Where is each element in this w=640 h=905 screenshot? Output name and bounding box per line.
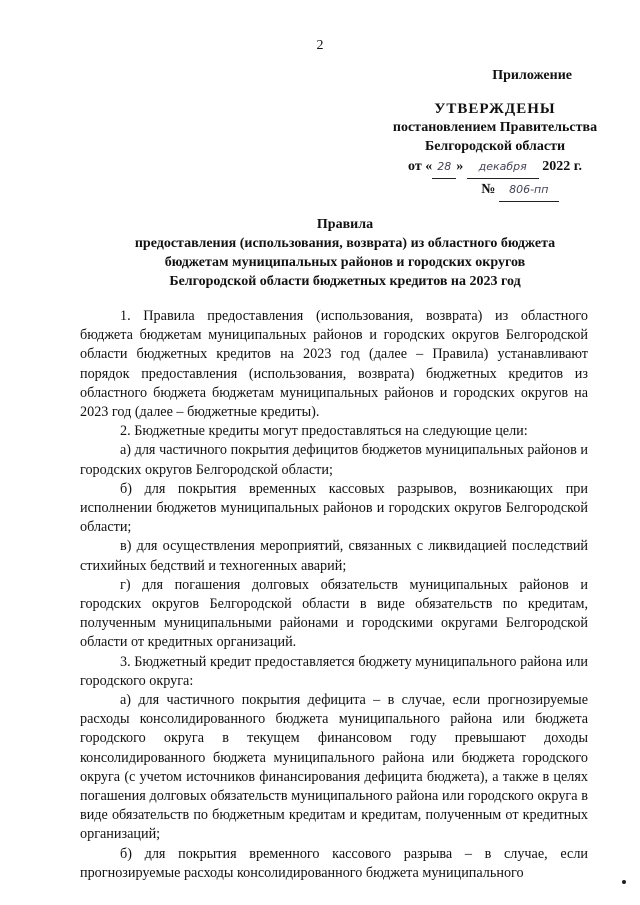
approved-by-line1: постановлением Правительства bbox=[392, 120, 598, 135]
paragraph-3b: б) для покрытия временного кассового разрыва – в случае, если прогнозируемые расходы консолидированного бюджета муниципального bbox=[80, 845, 588, 881]
approved-by-line2: Белгородской области bbox=[424, 139, 566, 154]
date-year: 2022 г. bbox=[542, 159, 582, 174]
title-line3: бюджетам муниципальных районов и городских округов bbox=[164, 255, 526, 270]
paragraph-2a: а) для частичного покрытия дефицитов бюджетов муниципальных районов и городских округов Белгородской области; bbox=[80, 442, 588, 478]
approval-block bbox=[360, 68, 610, 202]
paragraph-2c: в) для осуществления мероприятий, связанных с ликвидацией последствий стихийных бедствий и техногенных аварий; bbox=[80, 538, 588, 574]
date-prefix: от « bbox=[408, 159, 433, 174]
date-mid: » bbox=[456, 159, 464, 174]
approval-number bbox=[360, 179, 610, 202]
paragraph-1: 1. Правила предоставления (использования, возврата) из областного бюджета бюджетам муниципальных районов и городских округов Белгородской области бюджетных кредитов на 2023 год (далее – Правила) устанавливают порядок предоставления (использования, возврата) бюджетных кредитов из областного бюджета бюджетам муниципальных районов и городских округов на 2023 год (далее – бюджетные кредиты). bbox=[80, 308, 588, 421]
scan-mark bbox=[622, 880, 626, 884]
page-number: 2 bbox=[316, 38, 324, 53]
paragraph-2d: г) для погашения долговых обязательств муниципальных районов и городских округов Белгородской области в виде обязательств по кредитам, полученным муниципальными районами и городскими округами Белгородской области от кредитных организаций. bbox=[80, 576, 588, 651]
document-title bbox=[80, 215, 610, 291]
attachment-label: Приложение bbox=[492, 68, 572, 83]
number-prefix: № bbox=[481, 182, 496, 197]
date-day: 28 bbox=[432, 156, 456, 179]
title-line2: предоставления (использования, возврата) из областного бюджета bbox=[134, 236, 556, 251]
number-value: 806-пп bbox=[499, 179, 559, 202]
paragraph-2b: б) для покрытия временных кассовых разрывов, возникающих при исполнении бюджетов муниципальных районов и городских округов Белгородской области; bbox=[80, 480, 588, 536]
paragraph-2: 2. Бюджетные кредиты могут предоставляться на следующие цели: bbox=[120, 423, 528, 440]
title-line4: Белгородской области бюджетных кредитов на 2023 год bbox=[169, 274, 521, 289]
approved-heading: УТВЕРЖДЕНЫ bbox=[434, 101, 556, 117]
paragraph-3: 3. Бюджетный кредит предоставляется бюджету муниципального района или городского округа: bbox=[80, 653, 588, 689]
date-month: декабря bbox=[467, 156, 539, 179]
approval-date bbox=[360, 156, 610, 179]
document-body bbox=[80, 307, 588, 883]
paragraph-3a: а) для частичного покрытия дефицита – в случае, если прогнозируемые расходы консолидированного бюджета муниципального района или бюджета городского округа в текущем финансовом году превышают доходы консолидированного бюджета муниципального района или бюджета городского округа (с учетом источников финансирования дефицита бюджета), а также в целях погашения долговых обязательств муниципального района или городского округа в виде обязательств по бюджетным кредитам и кредитам, полученным от кредитных организаций; bbox=[80, 692, 588, 843]
title-line1: Правила bbox=[316, 217, 374, 232]
